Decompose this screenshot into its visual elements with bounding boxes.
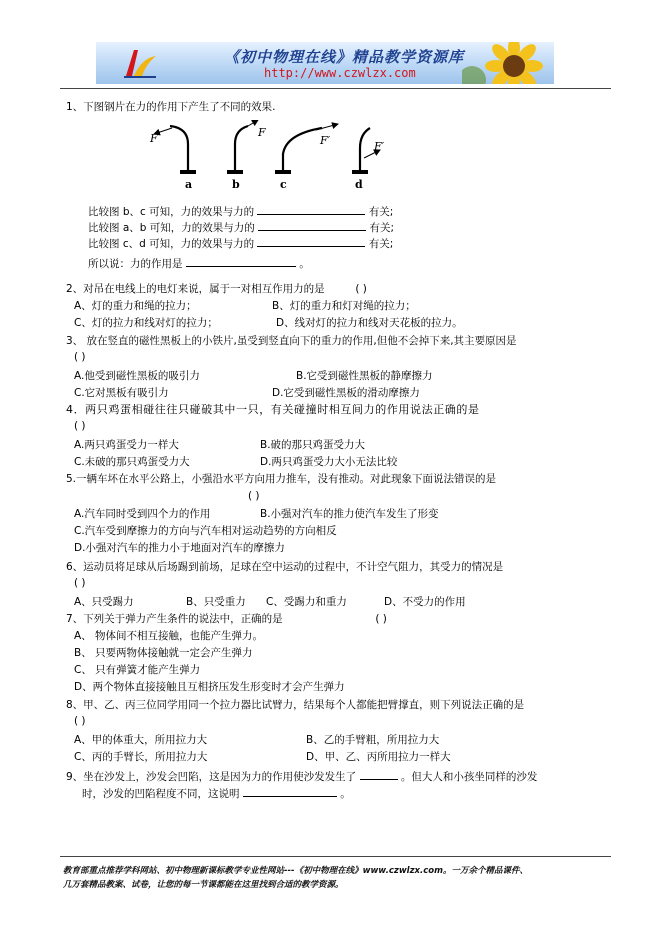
q9-blank-1[interactable] bbox=[360, 768, 398, 780]
q9-line1: 9、坐在沙发上，沙发会凹陷，这是因为力的作用使沙发发生了 。但大人和小孩坐同样的沙发 bbox=[66, 768, 537, 784]
q7-option-a: A、 物体间不相互接触，也能产生弹力。 bbox=[74, 630, 264, 642]
q8-option-d: D、甲、乙、丙所用拉力一样大 bbox=[306, 751, 451, 763]
q6-option-b: B、只受重力 bbox=[186, 596, 246, 608]
q4-stem: 4．两只鸡蛋相碰往往只碰破其中一只，有关碰撞时相互间力的作用说法正确的是 bbox=[66, 403, 480, 416]
q7-stem: 7、下列关于弹力产生条件的说法中，正确的是 ( ) bbox=[66, 613, 387, 625]
q6-answer-paren[interactable]: ( ) bbox=[74, 577, 86, 589]
q7-option-d: D、两个物体直接接触且互相挤压发生形变时才会产生弹力 bbox=[74, 681, 345, 693]
q2-stem: 2、对吊在电线上的电灯来说，属于一对相互作用力的是 ( ) bbox=[66, 283, 367, 295]
q7-option-b: B、 只要两物体接触就一定会产生弹力 bbox=[74, 647, 253, 659]
q2-answer-paren[interactable]: ( ) bbox=[355, 283, 367, 295]
force-label-d: F′ bbox=[374, 140, 385, 153]
q2-option-c: C、灯的拉力和线对灯的拉力； bbox=[74, 317, 218, 329]
q1-line2: 比较图 a、b 可知，力的效果与力的 有关; bbox=[88, 219, 394, 235]
q6-stem: 6、运动员将足球从后场踢到前场，足球在空中运动的过程中，不计空气阻力，其受力的情况是 bbox=[66, 561, 504, 573]
q8-option-a: A、甲的体重大，所用拉力大 bbox=[74, 734, 208, 746]
label-c: c bbox=[280, 178, 287, 191]
q1-blank-1[interactable] bbox=[257, 203, 365, 215]
label-d: d bbox=[355, 178, 363, 191]
q4-answer-paren[interactable]: ( ) bbox=[74, 420, 86, 432]
strip-a bbox=[154, 126, 196, 172]
force-label-c: F′ bbox=[320, 134, 331, 147]
header-banner bbox=[96, 42, 554, 84]
force-label-b: F bbox=[258, 126, 266, 139]
header-divider bbox=[60, 88, 611, 89]
q3-option-d: D.它受到磁性黑板的滑动摩擦力 bbox=[272, 387, 420, 399]
q5-option-b: B.小强对汽车的推力使汽车发生了形变 bbox=[260, 508, 439, 520]
q4-option-d: D.两只鸡蛋受力大小无法比较 bbox=[260, 456, 398, 468]
q5-option-c: C.汽车受到摩擦力的方向与汽车相对运动趋势的方向相反 bbox=[74, 525, 337, 537]
footer-divider bbox=[60, 856, 611, 857]
q2-option-a: A、灯的重力和绳的拉力； bbox=[74, 300, 197, 312]
force-label-a: F bbox=[150, 132, 158, 145]
banner-url[interactable]: http://www.czwlzx.com bbox=[264, 66, 416, 80]
q4-option-b: B.破的那只鸡蛋受力大 bbox=[260, 439, 366, 451]
q1-blank-2[interactable] bbox=[258, 219, 366, 231]
footer-line-1: 教育部重点推荐学科网站、初中物理新课标教学专业性网站---《初中物理在线》www.czwlzx.com。一万余个精品课件、 bbox=[63, 866, 528, 876]
q3-option-c: C.它对黑板有吸引力 bbox=[74, 387, 169, 399]
q1-line3: 比较图 c、d 可知，力的效果与力的 有关; bbox=[88, 235, 393, 251]
q3-option-a: A.他受到磁性黑板的吸引力 bbox=[74, 370, 200, 382]
label-a: a bbox=[185, 178, 193, 191]
q5-answer-paren[interactable]: ( ) bbox=[248, 490, 260, 502]
footer-line-2: 几万套精品教案、试卷，让您的每一节课都能在这里找到合适的教学资源。 bbox=[63, 880, 344, 890]
q2-option-d: D、线对灯的拉力和线对天花板的拉力。 bbox=[276, 317, 463, 329]
steel-strip-figure bbox=[140, 120, 390, 192]
q5-option-a: A.汽车同时受到四个力的作用 bbox=[74, 508, 211, 520]
q1-conclusion: 所以说：力的作用是 。 bbox=[88, 255, 310, 271]
q8-stem: 8、甲、乙、丙三位同学用同一个拉力器比试臂力，结果每个人都能把臂撑直，则下列说法正确的是 bbox=[66, 699, 525, 711]
q3-option-b: B.它受到磁性黑板的静摩擦力 bbox=[296, 370, 433, 382]
q6-option-a: A、只受踢力 bbox=[74, 596, 134, 608]
q4-option-c: C.未破的那只鸡蛋受力大 bbox=[74, 456, 190, 468]
q9-blank-2[interactable] bbox=[243, 785, 337, 797]
q1-stem: 1、下图钢片在力的作用下产生了不同的效果. bbox=[66, 101, 276, 113]
strip-b bbox=[227, 120, 258, 172]
q7-option-c: C、 只有弹簧才能产生弹力 bbox=[74, 664, 201, 676]
q6-option-c: C、受踢力和重力 bbox=[266, 596, 347, 608]
footer-text bbox=[63, 864, 528, 892]
q4-option-a: A.两只鸡蛋受力一样大 bbox=[74, 439, 179, 451]
banner-title: 《初中物理在线》精品教学资源库 bbox=[224, 48, 465, 66]
q6-option-d: D、不受力的作用 bbox=[384, 596, 466, 608]
q1-blank-3[interactable] bbox=[257, 235, 365, 247]
sunflower-icon bbox=[462, 42, 554, 84]
q8-answer-paren[interactable]: ( ) bbox=[74, 715, 86, 727]
q8-option-c: C、丙的手臂长，所用拉力大 bbox=[74, 751, 208, 763]
q1-line1: 比较图 b、c 可知，力的效果与力的 有关; bbox=[88, 203, 393, 219]
q3-stem: 3、 放在竖直的磁性黑板上的小铁片,虽受到竖直向下的重力的作用,但他不会掉下来,其主要原因是 bbox=[66, 335, 517, 347]
q5-option-d: D.小强对汽车的推力小于地面对汽车的摩擦力 bbox=[74, 542, 285, 554]
q8-option-b: B、乙的手臂粗，所用拉力大 bbox=[306, 734, 440, 746]
label-b: b bbox=[232, 178, 240, 191]
q5-stem: 5.一辆车坏在水平公路上，小强沿水平方向用力推车，没有推动。对此现象下面说法错误的是 bbox=[66, 473, 497, 485]
q3-answer-paren[interactable]: ( ) bbox=[74, 351, 86, 363]
q1-blank-4[interactable] bbox=[186, 255, 296, 267]
q9-line2: 时，沙发的凹陷程度不同，这说明 。 bbox=[82, 785, 351, 801]
strip-c bbox=[275, 124, 338, 172]
q7-answer-paren[interactable]: ( ) bbox=[375, 613, 387, 625]
q2-option-b: B、灯的重力和灯对绳的拉力； bbox=[272, 300, 416, 312]
site-logo-icon bbox=[120, 46, 160, 80]
